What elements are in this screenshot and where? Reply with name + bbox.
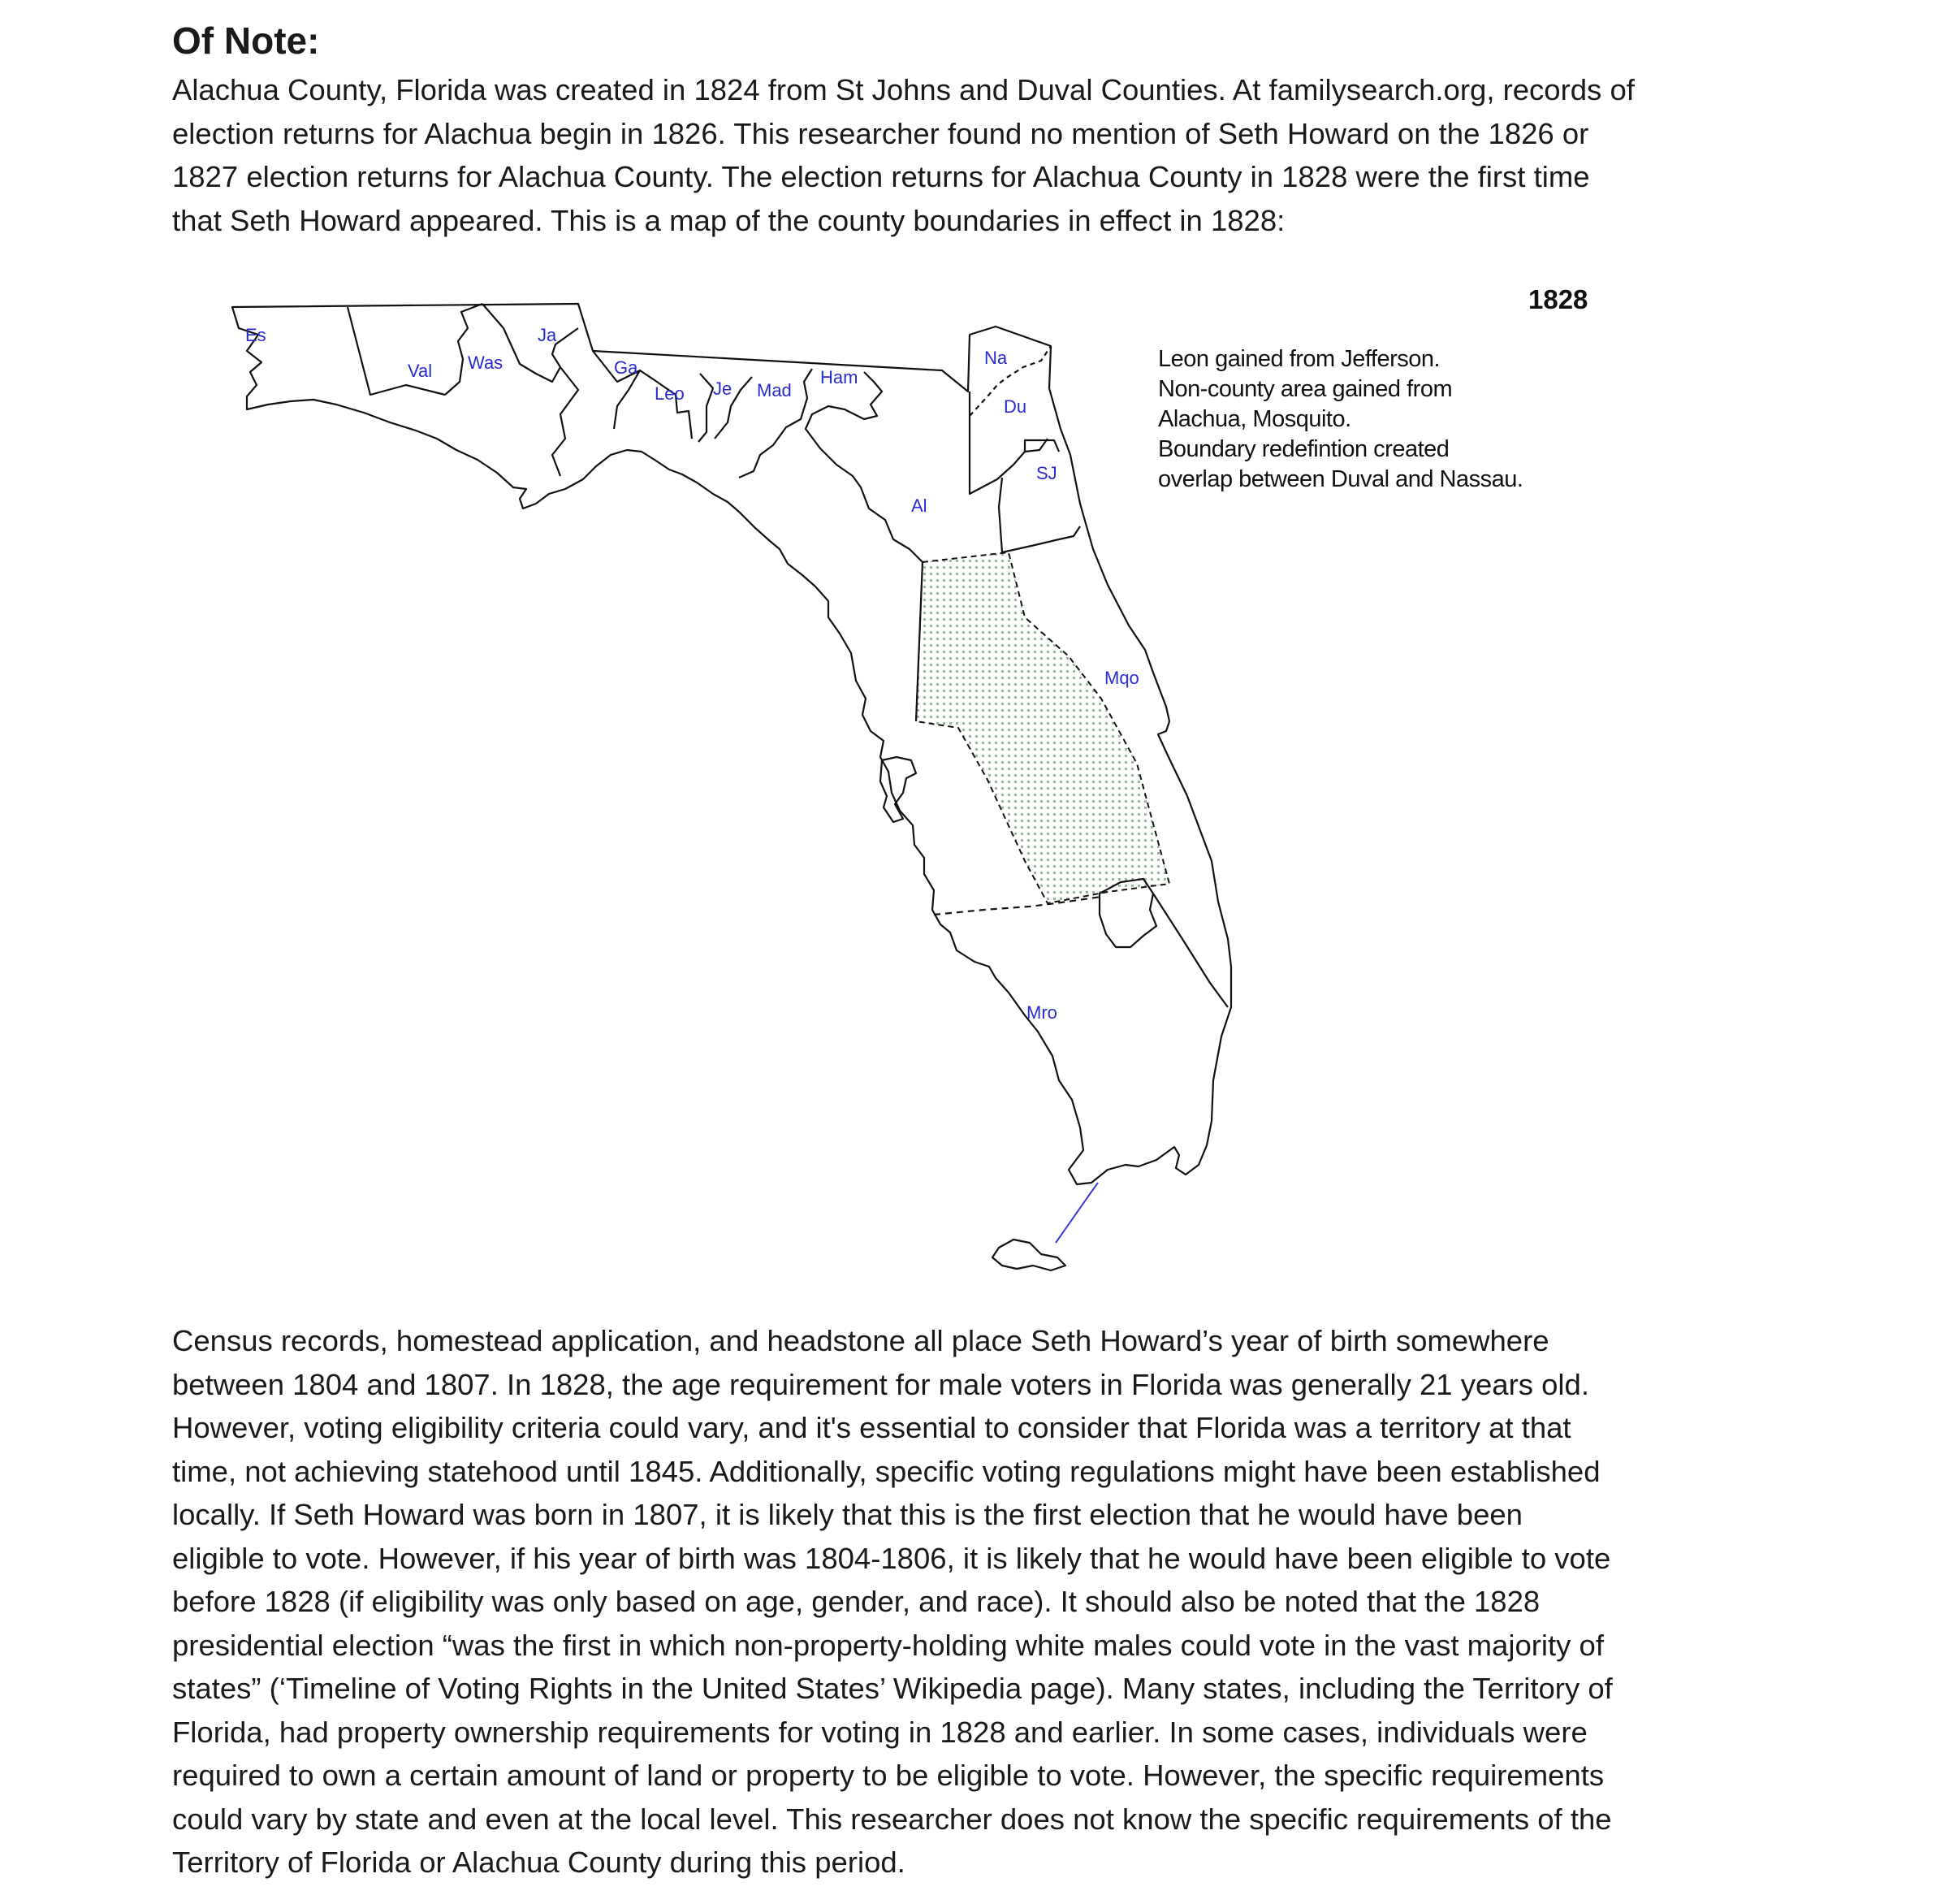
outro-paragraph bbox=[172, 1319, 1813, 1885]
outro-line: presidential election “was the first in which non-property-holding white males could vote in the vast majority of bbox=[172, 1628, 1604, 1662]
outro-line: required to own a certain amount of land or property to be eligible to vote. However, the specific requirements bbox=[172, 1759, 1605, 1792]
county-label-mqo: Mqo bbox=[1104, 668, 1139, 688]
boundary-lake-east bbox=[1153, 894, 1228, 1007]
county-label-mro: Mro bbox=[1026, 1002, 1057, 1023]
county-label-je: Je bbox=[713, 379, 732, 399]
county-label-was: Was bbox=[468, 353, 503, 373]
intro-line: election returns for Alachua begin in 1826. This researcher found no mention of Seth Howard on the 1826 or bbox=[172, 116, 1589, 150]
section-heading: Of Note: bbox=[172, 19, 320, 62]
outro-line: However, voting eligibility criteria could vary, and it's essential to consider that Florida was a territory at that bbox=[172, 1411, 1571, 1444]
keys-boundary-line bbox=[1056, 1183, 1098, 1243]
county-label-leo: Leo bbox=[655, 383, 685, 404]
outro-line: between 1804 and 1807. In 1828, the age requirement for male voters in Florida was generally 21 years old. bbox=[172, 1367, 1589, 1401]
outro-line: eligible to vote. However, if his year of birth was 1804-1806, it is likely that he would have been eligible to vote bbox=[172, 1541, 1611, 1575]
intro-line: 1827 election returns for Alachua County. The election returns for Alachua County in 1828 were the first time bbox=[172, 160, 1590, 193]
boundary-ja-ga bbox=[552, 367, 578, 476]
intro-line: that Seth Howard appeared. This is a map of the county boundaries in effect in 1828: bbox=[172, 203, 1286, 237]
map-outline-group bbox=[232, 304, 1231, 1270]
map-notes bbox=[1158, 344, 1523, 495]
county-label-sj: SJ bbox=[1036, 463, 1057, 483]
boundary-val-was bbox=[445, 304, 482, 395]
outro-line: Florida, had property ownership requirements for voting in 1828 and earlier. In some cases, individuals were bbox=[172, 1715, 1588, 1749]
county-label-val: Val bbox=[408, 361, 433, 381]
boundary-es-val bbox=[348, 307, 445, 395]
map-note-line: overlap between Duval and Nassau. bbox=[1158, 466, 1523, 492]
county-label-es: Es bbox=[245, 325, 266, 345]
outro-line: before 1828 (if eligibility was only based on age, gender, and race). It should also be noted that the 1828 bbox=[172, 1585, 1541, 1618]
outro-line: time, not achieving statehood until 1845. Additionally, specific voting regulations might have been established bbox=[172, 1454, 1601, 1488]
boundary-ham-al bbox=[806, 372, 923, 562]
boundary-mro-dashed bbox=[934, 897, 1101, 915]
boundary-leo-je bbox=[698, 374, 713, 442]
boundary-leo-coast bbox=[640, 370, 692, 439]
outro-line: Territory of Florida or Alachua County during this period. bbox=[172, 1846, 905, 1879]
outro-line: could vary by state and even at the local level. This researcher does not know the specific requirements of the bbox=[172, 1802, 1612, 1836]
map-note-line: Alachua, Mosquito. bbox=[1158, 406, 1351, 432]
county-label-al: Al bbox=[911, 495, 927, 516]
florida-keys bbox=[992, 1240, 1065, 1270]
outro-line: states” (‘Timeline of Voting Rights in the United States’ Wikipedia page). Many states, including the Territory of bbox=[172, 1672, 1613, 1705]
outro-line: Census records, homestead application, and headstone all place Seth Howard’s year of birth somewhere bbox=[172, 1324, 1549, 1357]
county-label-du: Du bbox=[1004, 396, 1027, 417]
intro-line: Alachua County, Florida was created in 1824 from St Johns and Duval Counties. At familysearch.org, records of bbox=[172, 73, 1635, 106]
county-label-mad: Mad bbox=[757, 380, 792, 400]
map-note-line: Boundary redefintion created bbox=[1158, 436, 1450, 462]
county-label-ja: Ja bbox=[538, 325, 557, 345]
map-note-line: Non-county area gained from bbox=[1158, 376, 1453, 402]
map-year: 1828 bbox=[1528, 284, 1588, 314]
county-label-na: Na bbox=[984, 348, 1008, 368]
map-note-line: Leon gained from Jefferson. bbox=[1158, 346, 1441, 372]
outro-line: locally. If Seth Howard was born in 1807, it is likely that this is the first election that he would have been bbox=[172, 1498, 1523, 1531]
non-county-area bbox=[916, 552, 1169, 903]
boundary-sj-mqo bbox=[999, 478, 1080, 552]
county-label-ham: Ham bbox=[820, 367, 858, 387]
intro-paragraph bbox=[172, 68, 1813, 242]
county-label-ga: Ga bbox=[614, 357, 638, 378]
